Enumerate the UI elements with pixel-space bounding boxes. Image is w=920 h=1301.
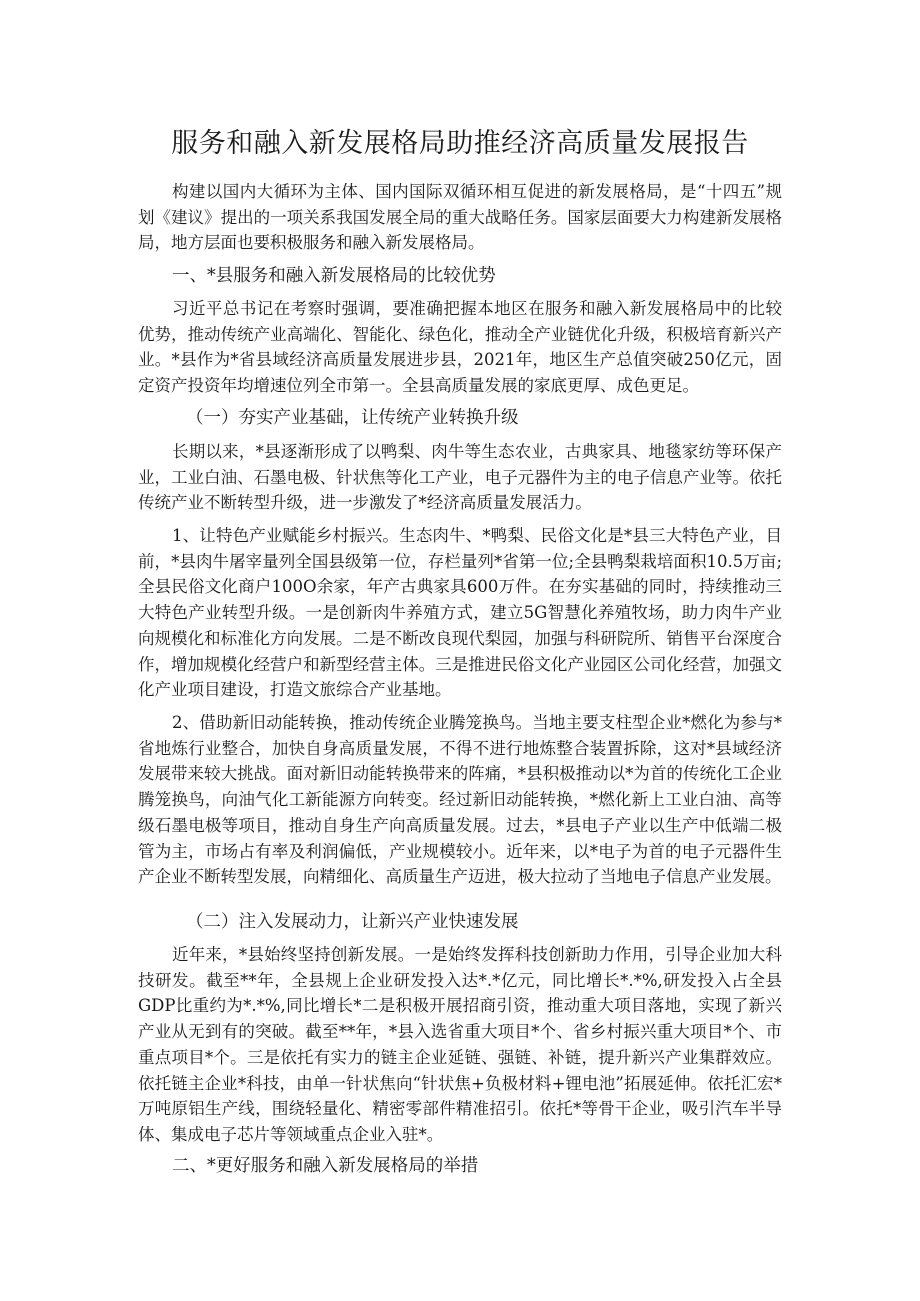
subsection-2-paragraph: 近年来，*县始终坚持创新发展。一是始终发挥科技创新助力作用，引导企业加大科技研发。截至**年，全县规上企业研发投入达*.*亿元，同比增长*.*%,研发投入占全县GDP比重约为*.*%,同比增长*二是积极开展招商引资，推动重大项目落地，实现了新兴产业从无到有的突破。截至**年，*县入选省重大项目*个、省乡村振兴重大项目*个、市重点项目*个。三是依托有实力的链主企业延链、强链、补链，提升新兴产业集群效应。依托链主企业*科技，由单一针状焦向“针状焦+负极材料+锂电池”拓展延伸。依托汇宏*万吨原铝生产线，围绕轻量化、精密零部件精准招引。依托*等骨干企业，吸引汽车半导体、集成电子芯片等领域重点企业入驻*。 — [138, 945, 782, 1144]
subsection-1-heading: （一）夯实产业基础，让传统产业转换升级 — [186, 408, 519, 428]
section-1-paragraph: 习近平总书记在考察时强调，要准确把握本地区在服务和融入新发展格局中的比较优势，推动传统产业高端化、智能化、绿色化，推动全产业链优化升级，积极培育新兴产业。*县作为*省县域经济高质量发展进步县，2021年，地区生产总值突破250亿元，固定资产投资年均增速位列全市第一。全县高质量发展的家底更厚、成色更足。 — [138, 299, 782, 396]
section-2-heading: 二、*更好服务和融入新发展格局的举措 — [172, 1156, 479, 1176]
list-item-2: 2、借助新旧动能转换，推动传统企业腾笼换鸟。当地主要支柱型企业*燃化为参与*省地炼行业整合，加快自身高质量发展，不得不进行地炼整合装置拆除，这对*县域经济发展带来较大挑战。面对新旧动能转换带来的阵痛，*县积极推动以*为首的传统化工企业腾笼换鸟，向油气化工新能源方向转变。经过新旧动能转换，*燃化新上工业白油、高等级石墨电极等项目，推动自身生产向高质量发展。过去，*县电子产业以生产中低端二极管为主，市场占有率及利润偏低，产业规模较小。近年来，以*电子为首的电子元器件生产企业不断转型发展，向精细化、高质量生产迈进，极大拉动了当地电子信息产业发展。 — [138, 713, 782, 887]
page-title: 服务和融入新发展格局助推经济高质量发展报告 — [171, 128, 749, 159]
subsection-2-heading: （二）注入发展动力，让新兴产业快速发展 — [186, 912, 519, 932]
subsection-1-paragraph: 长期以来，*县逐渐形成了以鸭梨、肉牛等生态农业，古典家具、地毯家纺等环保产业，工业白油、石墨电极、针状焦等化工产业，电子元器件为主的电子信息产业等。依托传统产业不断转型升级，进一步激发了*经济高质量发展活力。 — [138, 442, 782, 513]
section-1-heading: 一、*县服务和融入新发展格局的比较优势 — [172, 266, 496, 286]
list-item-1: 1、让特色产业赋能乡村振兴。生态肉牛、*鸭梨、民俗文化是*县三大特色产业，目前，*县肉牛屠宰量列全国县级第一位，存栏量列*省第一位;全县鸭梨栽培面积10.5万亩;全县民俗文化商户100O余家，年产古典家具600万件。在夯实基础的同时，持续推动三大特色产业转型升级。一是创新肉牛养殖方式，建立5G智慧化养殖牧场，助力肉牛产业向规模化和标准化方向发展。二是不断改良现代梨园，加强与科研院所、销售平台深度合作，增加规模化经营户和新型经营主体。三是推进民俗文化产业园区公司化经营，加强文化产业项目建设，打造文旅综合产业基地。 — [138, 526, 782, 700]
intro-paragraph: 构建以国内大循环为主体、国内国际双循环相互促进的新发展格局，是“十四五”规划《建议》提出的一项关系我国发展全局的重大战略任务。国家层面要大力构建新发展格局，地方层面也要积极服务和融入新发展格局。 — [138, 182, 782, 253]
